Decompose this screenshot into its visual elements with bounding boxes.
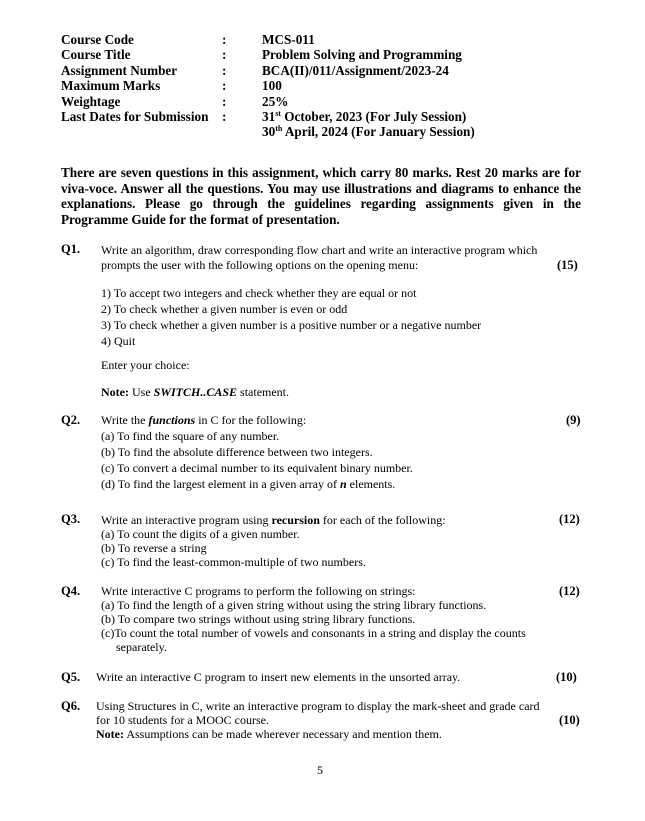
- value-last-date-july: 31st October, 2023 (For July Session): [262, 109, 467, 124]
- question-text: Write an algorithm, draw corresponding flow chart and write an interactive program which: [101, 243, 538, 257]
- list-item: (b) To compare two strings without using string library functions.: [101, 612, 416, 626]
- list-item: (a) To find the square of any number.: [101, 429, 280, 443]
- colon: :: [222, 78, 227, 93]
- list-item: (b) To reverse a string: [101, 541, 207, 555]
- question-text: Write an interactive C program to insert new elements in the unsorted array.: [96, 670, 461, 684]
- list-item: (a) To find the length of a given string without using the string library functions.: [101, 598, 487, 612]
- question-text: Write interactive C programs to perform the following on strings:: [101, 584, 416, 598]
- list-item: (c)To count the total number of vowels and consonants in a string and display the counts: [101, 626, 526, 640]
- list-item: (b) To find the absolute difference between two integers.: [101, 445, 373, 459]
- label-maximum-marks: Maximum Marks: [61, 78, 161, 93]
- value-course-title: Problem Solving and Programming: [262, 47, 462, 62]
- colon: :: [222, 47, 227, 62]
- question-text: Write the functions in C for the following:: [101, 413, 307, 427]
- list-item: (d) To find the largest element in a given array of n elements.: [101, 477, 396, 491]
- question-text: Using Structures in C, write an interactive program to display the mark-sheet and grade card: [96, 699, 540, 713]
- marks: (12): [559, 584, 580, 598]
- value-last-date-january: 30th April, 2024 (For January Session): [262, 124, 475, 139]
- colon: :: [222, 63, 227, 78]
- colon: :: [222, 109, 227, 124]
- question-number: Q2.: [61, 413, 81, 427]
- question-number: Q1.: [61, 242, 81, 256]
- choice-prompt: Enter your choice:: [101, 358, 190, 372]
- question-text: for 10 students for a MOOC course.: [96, 713, 269, 727]
- value-assignment-number: BCA(II)/011/Assignment/2023-24: [262, 63, 449, 78]
- list-item: (c) To find the least-common-multiple of two numbers.: [101, 555, 366, 569]
- page-number: 5: [317, 763, 323, 777]
- list-item: (c) To convert a decimal number to its equivalent binary number.: [101, 461, 413, 475]
- value-course-code: MCS-011: [262, 32, 315, 47]
- menu-option: 1) To accept two integers and check whether they are equal or not: [101, 286, 417, 300]
- label-course-code: Course Code: [61, 32, 134, 47]
- label-last-dates: Last Dates for Submission: [61, 109, 209, 124]
- list-item-continuation: separately.: [116, 640, 167, 654]
- value-weightage: 25%: [262, 94, 289, 109]
- note: Note: Assumptions can be made wherever necessary and mention them.: [96, 727, 442, 741]
- marks: (10): [559, 713, 580, 727]
- question-number: Q3.: [61, 512, 81, 526]
- question-number: Q4.: [61, 584, 81, 598]
- colon: :: [222, 94, 227, 109]
- menu-option: 3) To check whether a given number is a positive number or a negative number: [101, 318, 482, 332]
- label-assignment-number: Assignment Number: [61, 63, 178, 78]
- menu-option: 4) Quit: [101, 334, 136, 348]
- menu-option: 2) To check whether a given number is even or odd: [101, 302, 348, 316]
- marks: (10): [556, 670, 577, 684]
- note: Note: Use SWITCH..CASE statement.: [101, 385, 290, 399]
- marks: (12): [559, 512, 580, 526]
- label-weightage: Weightage: [61, 94, 121, 109]
- intro-paragraph: There are seven questions in this assignment, which carry 80 marks. Rest 20 marks are for viva-voce. Answer all the questions. You may use illustrations and diagrams to enhance the explanations. Please go through the guidelines regarding assignments given in the Programme Guide for the format of presentation.: [61, 165, 581, 227]
- value-maximum-marks: 100: [262, 78, 282, 93]
- marks: (9): [566, 413, 581, 427]
- colon: :: [222, 32, 227, 47]
- marks: (15): [557, 258, 578, 272]
- label-course-title: Course Title: [61, 47, 131, 62]
- question-text: prompts the user with the following options on the opening menu:: [101, 258, 419, 272]
- list-item: (a) To count the digits of a given number.: [101, 527, 300, 541]
- question-number: Q6.: [61, 699, 81, 713]
- question-number: Q5.: [61, 670, 81, 684]
- question-text: Write an interactive program using recursion for each of the following:: [101, 513, 446, 527]
